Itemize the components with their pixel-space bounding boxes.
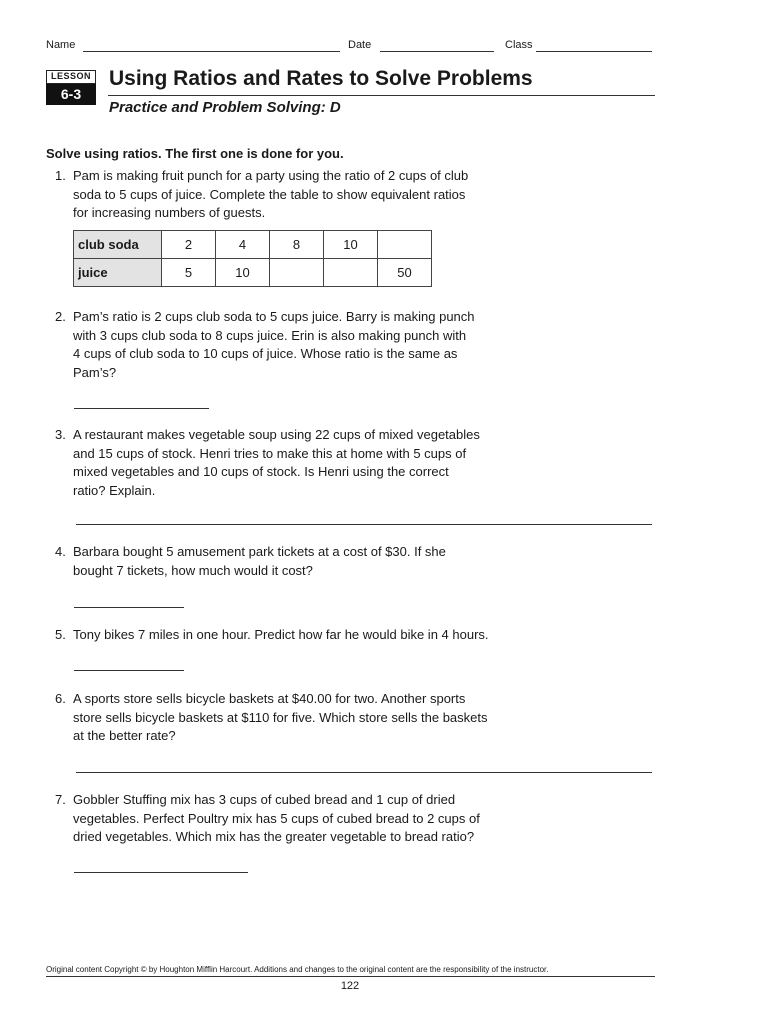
name-blank[interactable] bbox=[83, 51, 340, 52]
question-text: Gobbler Stuffing mix has 3 cups of cubed bread and 1 cup of dried vegetables. Perfect Poultry mix has 5 cups of cubed bread to 2 cups of dried vegetables. Which mix has the greater vegetable to bread ratio? bbox=[73, 792, 480, 844]
question-number: 4. bbox=[55, 544, 66, 559]
copyright-notice: Original content Copyright © by Houghton Mifflin Harcourt. Additions and changes to the original content are the responsibility of the instructor. bbox=[46, 965, 549, 974]
question-number: 1. bbox=[55, 168, 66, 183]
date-blank[interactable] bbox=[380, 51, 494, 52]
answer-line-7[interactable] bbox=[74, 872, 248, 873]
question-number: 6. bbox=[55, 691, 66, 706]
answer-line-5[interactable] bbox=[74, 670, 184, 671]
class-blank[interactable] bbox=[536, 51, 652, 52]
table-cell-blank[interactable] bbox=[378, 231, 432, 259]
question-text: Tony bikes 7 miles in one hour. Predict how far he would bike in 4 hours. bbox=[73, 627, 489, 642]
class-label: Class bbox=[505, 39, 533, 51]
question-number: 7. bbox=[55, 792, 66, 807]
footer-divider bbox=[46, 976, 655, 977]
table-cell: 2 bbox=[162, 231, 216, 259]
name-label: Name bbox=[46, 39, 76, 51]
question-text: A sports store sells bicycle baskets at $40.00 for two. Another sports store sells bicycle baskets at $110 for five. Which store sells the baskets at the better rate? bbox=[73, 691, 488, 743]
table-cell: 10 bbox=[216, 259, 270, 287]
question-number: 3. bbox=[55, 427, 66, 442]
answer-line-6[interactable] bbox=[76, 772, 652, 773]
title-divider bbox=[108, 95, 655, 96]
question-number: 2. bbox=[55, 309, 66, 324]
table-row bbox=[74, 259, 432, 287]
row-label: club soda bbox=[74, 231, 162, 259]
answer-line-3[interactable] bbox=[76, 524, 652, 525]
table-cell: 4 bbox=[216, 231, 270, 259]
question-text: Pam is making fruit punch for a party using the ratio of 2 cups of club soda to 5 cups of juice. Complete the table to show equivalent ratios for increasing numbers of guests. bbox=[73, 168, 469, 220]
question-number: 5. bbox=[55, 627, 66, 642]
question-text: A restaurant makes vegetable soup using 22 cups of mixed vegetables and 15 cups of stock. Henri tries to make this at home with 5 cups of mixed vegetables and 10 cups of stock. Is Henri using the correct ratio? Explain. bbox=[73, 427, 480, 498]
table-cell-blank[interactable] bbox=[324, 259, 378, 287]
table-cell-blank[interactable] bbox=[270, 259, 324, 287]
table-cell: 50 bbox=[378, 259, 432, 287]
page-title: Using Ratios and Rates to Solve Problems bbox=[109, 67, 533, 90]
table-cell: 10 bbox=[324, 231, 378, 259]
answer-line-4[interactable] bbox=[74, 607, 184, 608]
question-text: Pam’s ratio is 2 cups club soda to 5 cups juice. Barry is making punch with 3 cups club soda to 8 cups juice. Erin is also making punch with 4 cups of club soda to 10 cups of juice. Whose ratio is the same as Pam’s? bbox=[73, 309, 475, 380]
answer-line-2[interactable] bbox=[74, 408, 209, 409]
row-label: juice bbox=[74, 259, 162, 287]
lesson-badge bbox=[46, 70, 96, 104]
table-cell: 8 bbox=[270, 231, 324, 259]
lesson-number: 6-3 bbox=[46, 84, 96, 105]
table-cell: 5 bbox=[162, 259, 216, 287]
table-row bbox=[74, 231, 432, 259]
instructions: Solve using ratios. The first one is done for you. bbox=[46, 146, 344, 161]
date-label: Date bbox=[348, 39, 372, 51]
page-number: 122 bbox=[340, 980, 360, 992]
lesson-label: LESSON bbox=[46, 70, 96, 84]
question-text: Barbara bought 5 amusement park tickets at a cost of $30. If she bought 7 tickets, how much would it cost? bbox=[73, 544, 446, 578]
ratio-table bbox=[73, 230, 432, 287]
page-subtitle: Practice and Problem Solving: D bbox=[109, 99, 341, 116]
